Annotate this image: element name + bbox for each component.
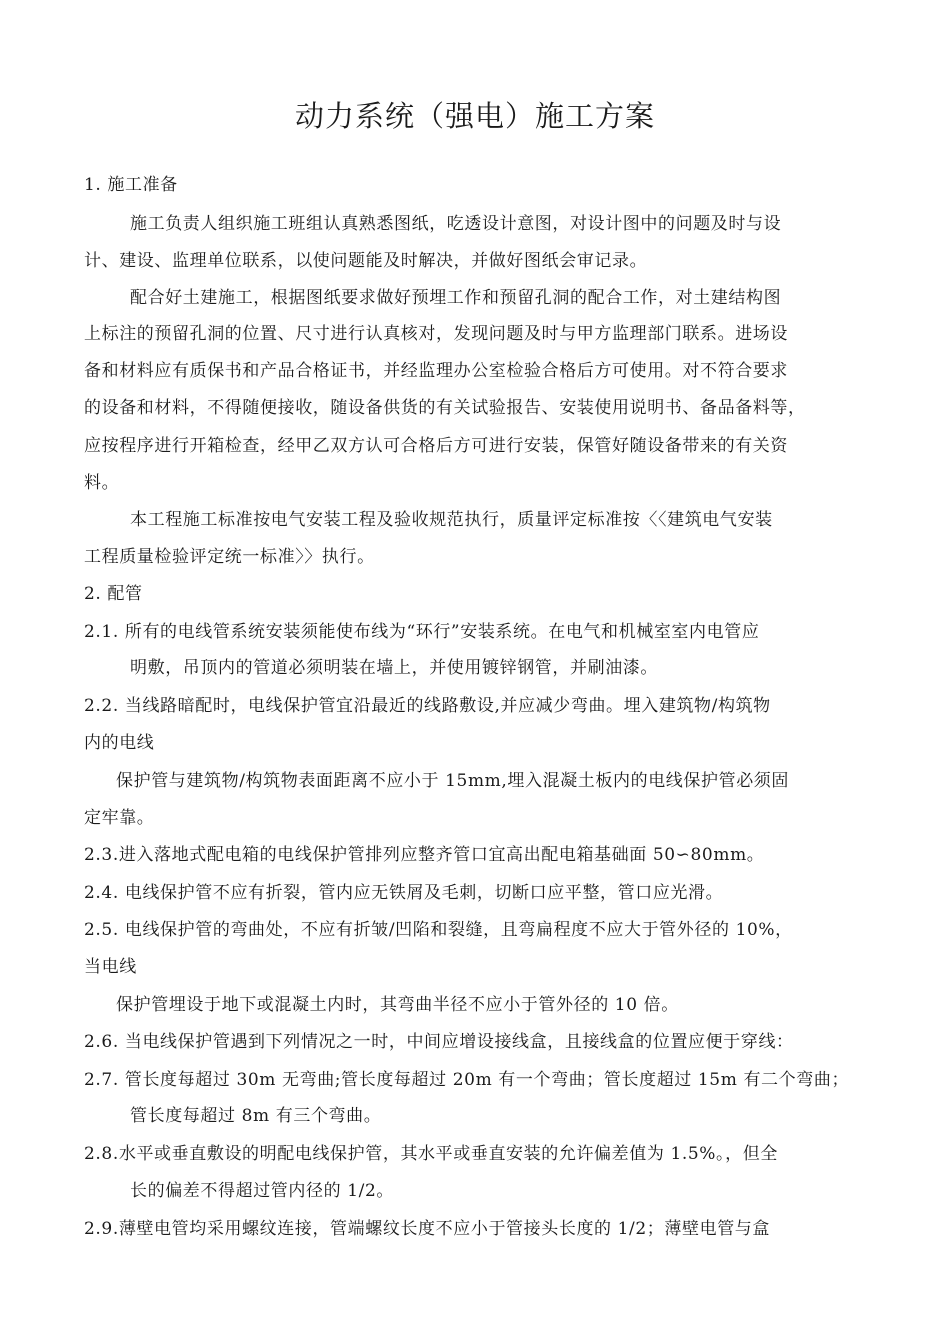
paragraph-2-line-3: 备和材料应有质保书和产品合格证书，并经监理办公室检验合格后方可使用。对不符合要求 xyxy=(84,361,788,381)
item-2-9-line-1: 2.9.薄壁电管均采用螺纹连接，管端螺纹长度不应小于管接头长度的 1/2；薄壁电管与盒 xyxy=(84,1219,771,1239)
item-2-8-line-1: 2.8.水平或垂直敷设的明配电线保护管，其水平或垂直安装的允许偏差值为 1.5%。，但全 xyxy=(84,1144,778,1164)
item-2-6-line-1: 2.6. 当电线保护管遇到下列情况之一时，中间应增设接线盒，且接线盒的位置应便于穿线： xyxy=(84,1032,794,1052)
paragraph-3-line-2: 工程质量检验评定统一标准〉〉执行。 xyxy=(84,547,375,567)
item-2-5-line-1: 2.5. 电线保护管的弯曲处，不应有折皱/凹陷和裂缝，且弯扁程度不应大于管外径的 10%， xyxy=(84,920,793,940)
section-2-heading: 2. 配管 xyxy=(84,584,143,604)
item-2-5-line-2: 当电线 xyxy=(84,957,137,977)
item-2-2-line-3: 保护管与建筑物/构筑物表面距离不应小于 15mm,埋入混凝土板内的电线保护管必须固 xyxy=(116,771,790,791)
paragraph-2-line-4: 的设备和材料，不得随便接收，随设备供货的有关试验报告、安装使用说明书、备品备料等， xyxy=(84,398,806,418)
item-2-4-line-1: 2.4. 电线保护管不应有折裂，管内应无铁屑及毛刺，切断口应平整，管口应光滑。 xyxy=(84,883,724,903)
paragraph-1-line-2: 计、建设、监理单位联系，以使问题能及时解决，并做好图纸会审记录。 xyxy=(84,251,648,271)
item-2-7-line-1: 2.7. 管长度每超过 30m 无弯曲;管长度每超过 20m 有一个弯曲；管长度超过 15m 有二个弯曲； xyxy=(84,1070,850,1090)
item-2-2-line-4: 定牢靠。 xyxy=(84,808,155,828)
item-2-2-line-1: 2.2. 当线路暗配时，电线保护管宜沿最近的线路敷设,并应减少弯曲。埋入建筑物/构筑物 xyxy=(84,696,771,716)
item-2-2-line-2: 内的电线 xyxy=(84,733,155,753)
paragraph-1-line-1: 施工负责人组织施工班组认真熟悉图纸，吃透设计意图，对设计图中的问题及时与设 xyxy=(130,214,782,234)
item-2-8-line-2: 长的偏差不得超过管内径的 1/2。 xyxy=(130,1181,394,1201)
item-2-1-line-2: 明敷，吊顶内的管道必须明装在墙上，并使用镀锌钢管，并刷油漆。 xyxy=(130,658,658,678)
document-title: 动力系统（强电）施工方案 xyxy=(294,99,655,133)
item-2-3-line-1: 2.3.进入落地式配电箱的电线保护管排列应整齐管口宜高出配电箱基础面 50∽80mm。 xyxy=(84,845,765,865)
paragraph-2-line-1: 配合好土建施工，根据图纸要求做好预埋工作和预留孔洞的配合工作，对土建结构图 xyxy=(130,288,782,308)
paragraph-3-line-1: 本工程施工标准按电气安装工程及验收规范执行，质量评定标准按〈〈建筑电气安装 xyxy=(130,510,773,530)
item-2-1-line-1: 2.1. 所有的电线管系统安装须能使布线为“环行”安装系统。在电气和机械室室内电管应 xyxy=(84,622,760,642)
paragraph-2-line-6: 料。 xyxy=(84,473,120,493)
item-2-5-line-3: 保护管埋设于地下或混凝土内时，其弯曲半径不应小于管外径的 10 倍。 xyxy=(116,995,679,1015)
paragraph-2-line-2: 上标注的预留孔洞的位置、尺寸进行认真核对，发现问题及时与甲方监理部门联系。进场设 xyxy=(84,324,788,344)
item-2-7-line-2: 管长度每超过 8m 有三个弯曲。 xyxy=(130,1106,382,1126)
section-1-heading: 1. 施工准备 xyxy=(84,175,178,195)
paragraph-2-line-5: 应按程序进行开箱检查，经甲乙双方认可合格后方可进行安装，保管好随设备带来的有关资 xyxy=(84,436,788,456)
